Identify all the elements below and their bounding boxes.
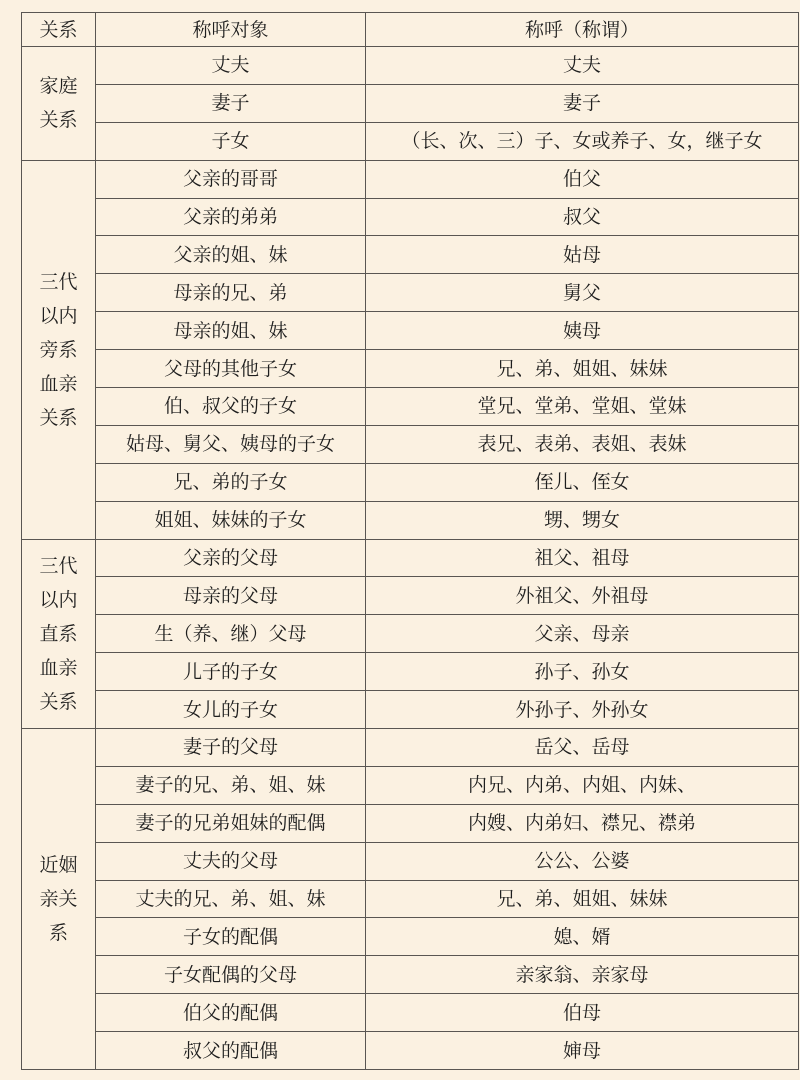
relation-group-label-line: 近姻: [39, 854, 78, 877]
target-cell: 母亲的父母: [96, 577, 366, 615]
target-cell: 丈夫: [96, 47, 366, 85]
table-row: [22, 350, 799, 388]
term-cell: 妻子: [366, 84, 799, 122]
term-cell: 丈夫: [366, 47, 799, 85]
target-cell: 母亲的兄、弟: [96, 274, 366, 312]
relation-group-label: [22, 729, 96, 1070]
table-row: [22, 918, 799, 956]
table-row: [22, 463, 799, 501]
target-cell: 伯、叔父的子女: [96, 388, 366, 426]
target-cell: 丈夫的兄、弟、姐、妹: [96, 880, 366, 918]
kinship-terms-table: [21, 12, 799, 1070]
relation-group-label-line: 三代: [39, 554, 78, 577]
term-cell: 亲家翁、亲家母: [366, 956, 799, 994]
relation-group-label-line: 三代: [39, 270, 78, 293]
table-row: [22, 312, 799, 350]
table-row: [22, 388, 799, 426]
target-cell: 母亲的姐、妹: [96, 312, 366, 350]
table-row: [22, 274, 799, 312]
table-row: [22, 84, 799, 122]
relation-group-label-line: 以内: [39, 588, 78, 611]
table-row: [22, 160, 799, 198]
relation-group-label-line: 关系: [39, 690, 78, 713]
table-row: [22, 804, 799, 842]
table-row: [22, 994, 799, 1032]
table-row: [22, 425, 799, 463]
term-cell: 孙子、孙女: [366, 653, 799, 691]
table-row: [22, 501, 799, 539]
target-cell: 女儿的子女: [96, 691, 366, 729]
term-cell: 兄、弟、姐姐、妹妹: [366, 880, 799, 918]
target-cell: 父亲的父母: [96, 539, 366, 577]
target-cell: 叔父的配偶: [96, 1032, 366, 1070]
relation-group-label-line: 旁系: [39, 338, 78, 361]
relation-group-label: [22, 539, 96, 728]
term-cell: 表兄、表弟、表姐、表妹: [366, 425, 799, 463]
table-row: [22, 198, 799, 236]
term-cell: 侄儿、侄女: [366, 463, 799, 501]
target-cell: 子女配偶的父母: [96, 956, 366, 994]
relation-group-label: [22, 47, 96, 161]
target-cell: 姑母、舅父、姨母的子女: [96, 425, 366, 463]
target-cell: 父母的其他子女: [96, 350, 366, 388]
relation-group-label-line: 家庭: [39, 75, 78, 98]
table-row: [22, 691, 799, 729]
target-cell: 兄、弟的子女: [96, 463, 366, 501]
term-cell: 内兄、内弟、内姐、内妹、: [366, 766, 799, 804]
header-term: 称呼（称谓）: [366, 13, 799, 47]
table-body: [22, 47, 799, 1070]
table-row: [22, 729, 799, 767]
target-cell: 伯父的配偶: [96, 994, 366, 1032]
relation-group-label-line: 血亲: [39, 372, 78, 395]
term-cell: 伯父: [366, 160, 799, 198]
relation-group-label-line: 直系: [39, 622, 78, 645]
relation-group-label-line: 关系: [39, 406, 78, 429]
term-cell: （长、次、三）子、女或养子、女，继子女: [366, 122, 799, 160]
target-cell: 妻子: [96, 84, 366, 122]
term-cell: 公公、公婆: [366, 842, 799, 880]
table-row: [22, 842, 799, 880]
target-cell: 子女的配偶: [96, 918, 366, 956]
term-cell: 叔父: [366, 198, 799, 236]
term-cell: 父亲、母亲: [366, 615, 799, 653]
table-row: [22, 956, 799, 994]
target-cell: 妻子的兄弟姐妹的配偶: [96, 804, 366, 842]
term-cell: 兄、弟、姐姐、妹妹: [366, 350, 799, 388]
target-cell: 父亲的弟弟: [96, 198, 366, 236]
header-row: [22, 13, 799, 47]
target-cell: 生（养、继）父母: [96, 615, 366, 653]
table-row: [22, 236, 799, 274]
term-cell: 媳、婿: [366, 918, 799, 956]
table-row: [22, 766, 799, 804]
target-cell: 丈夫的父母: [96, 842, 366, 880]
target-cell: 妻子的兄、弟、姐、妹: [96, 766, 366, 804]
target-cell: 父亲的哥哥: [96, 160, 366, 198]
target-cell: 儿子的子女: [96, 653, 366, 691]
target-cell: 姐姐、妹妹的子女: [96, 501, 366, 539]
target-cell: 子女: [96, 122, 366, 160]
term-cell: 甥、甥女: [366, 501, 799, 539]
table-row: [22, 47, 799, 85]
term-cell: 外祖父、外祖母: [366, 577, 799, 615]
target-cell: 妻子的父母: [96, 729, 366, 767]
table-row: [22, 653, 799, 691]
term-cell: 姑母: [366, 236, 799, 274]
relation-group-label-line: 血亲: [39, 656, 78, 679]
relation-group-label-line: 关系: [39, 109, 78, 132]
term-cell: 舅父: [366, 274, 799, 312]
term-cell: 外孙子、外孙女: [366, 691, 799, 729]
table-row: [22, 880, 799, 918]
term-cell: 伯母: [366, 994, 799, 1032]
relation-group-label-line: 以内: [39, 304, 78, 327]
term-cell: 内嫂、内弟妇、襟兄、襟弟: [366, 804, 799, 842]
table-row: [22, 577, 799, 615]
header-relation: 关系: [22, 13, 96, 47]
term-cell: 岳父、岳母: [366, 729, 799, 767]
target-cell: 父亲的姐、妹: [96, 236, 366, 274]
relation-group-label-line: 系: [48, 922, 68, 945]
term-cell: 姨母: [366, 312, 799, 350]
term-cell: 堂兄、堂弟、堂姐、堂妹: [366, 388, 799, 426]
table-row: [22, 122, 799, 160]
term-cell: 祖父、祖母: [366, 539, 799, 577]
table-row: [22, 615, 799, 653]
relation-group-label-line: 亲关: [39, 888, 78, 911]
table-row: [22, 1032, 799, 1070]
term-cell: 婶母: [366, 1032, 799, 1070]
relation-group-label: [22, 160, 96, 539]
header-target: 称呼对象: [96, 13, 366, 47]
table-row: [22, 539, 799, 577]
